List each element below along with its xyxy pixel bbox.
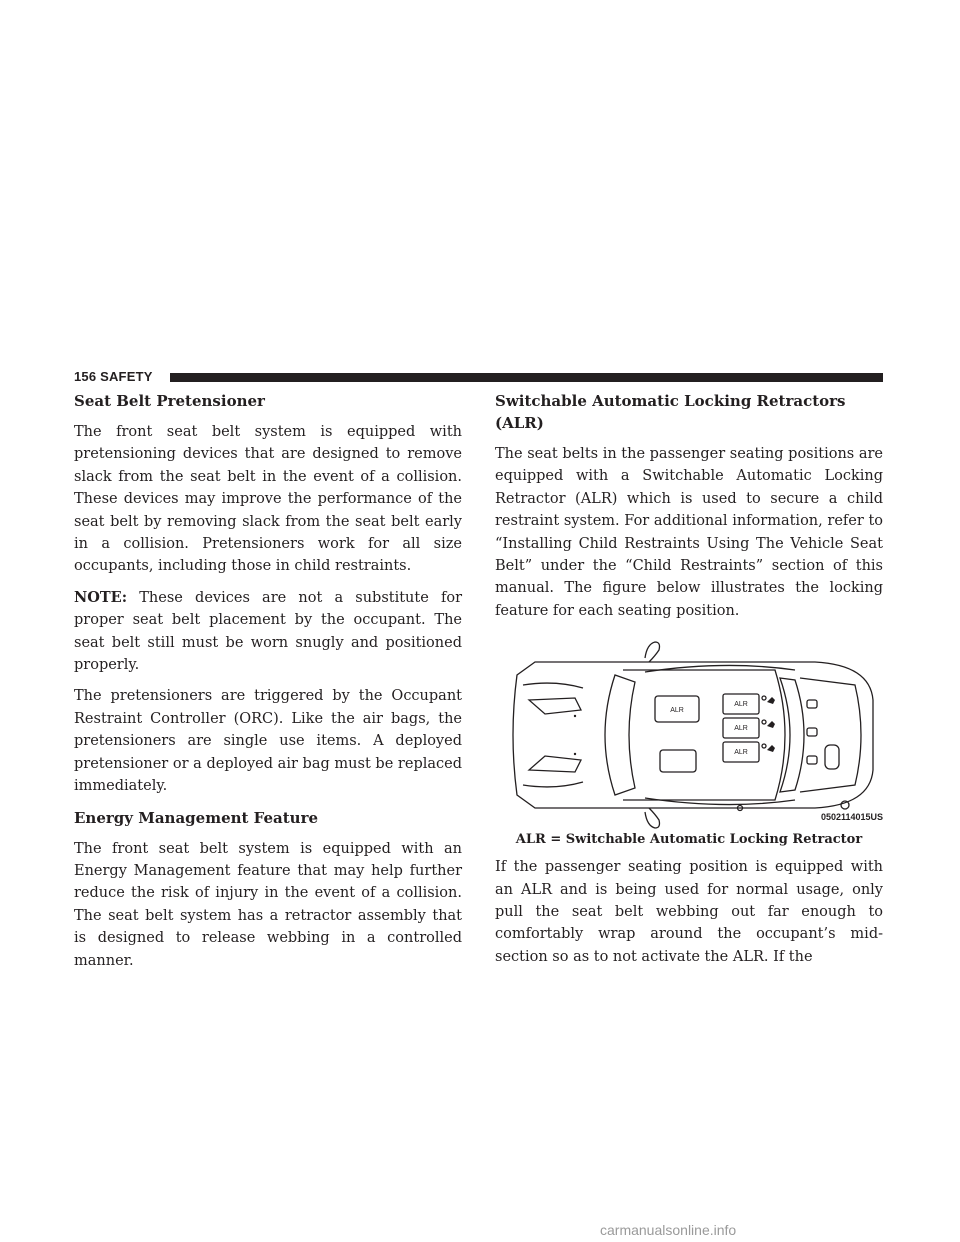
page-number-section: 156 SAFETY: [74, 369, 153, 384]
seat-label-rear-right: ALR: [734, 749, 748, 757]
vehicle-top-view-illustration: [495, 640, 883, 830]
seat-label-rear-left: ALR: [734, 701, 748, 709]
paragraph-alr-usage: If the passenger seating position is equipped with an ALR and is being used for normal usage, only pull the seat belt webbing out far enough to comfortably wrap around the occupant’s mid-section so as to not activate the ALR. If the: [495, 859, 883, 965]
heading-alr: Switchable Automatic Locking Retractors (ALR): [495, 392, 846, 432]
note-paragraph: [74, 587, 462, 677]
heading-energy-management: Energy Management Feature: [74, 808, 319, 827]
left-column: [74, 390, 462, 981]
paragraph-pretensioner-trigger: The pretensioners are triggered by the Occupant Restraint Controller (ORC). Like the air bags, the pretensioners are single use items. A deployed pretensioner or a deployed air bag must be replaced immediately.: [74, 688, 462, 795]
paragraph-alr-intro: The seat belts in the passenger seating positions are equipped with a Switchable Automatic Locking Retractor (ALR) which is used to secure a child restraint system. For additional information, refer to “Installing Child Restraints Using The Vehicle Seat Belt” under the “Child Restraints” section of this manual. The figure below illustrates the locking feature for each seating position.: [495, 446, 883, 619]
right-column: [495, 390, 883, 977]
figure-id: 0502114015US: [820, 811, 883, 822]
page-header: [74, 369, 883, 385]
paragraph-energy-management: The front seat belt system is equipped with an Energy Management feature that may help further reduce the risk of injury in the event of a collision. The seat belt system has a retractor assembly that is designed to release webbing in a controlled manner.: [74, 840, 462, 969]
heading-seat-belt-pretensioner: Seat Belt Pretensioner: [74, 392, 265, 410]
seat-label-front: ALR: [670, 707, 684, 715]
watermark: carmanualsonline.info: [600, 1222, 737, 1238]
vehicle-seating-figure: [495, 640, 883, 830]
note-text: These devices are not a substitute for proper seat belt placement by the occupant. The seat belt still must be worn snugly and positioned properly.: [74, 589, 462, 674]
figure-caption: ALR = Switchable Automatic Locking Retractor: [515, 832, 863, 848]
paragraph-pretensioner-intro: The front seat belt system is equipped with pretensioning devices that are designed to remove slack from the seat belt in the event of a collision. These devices may improve the performance of the seat belt by removing slack from the seat belt early in a collision. Pretensioners work for all size occupants, including those in child restraints.: [74, 424, 462, 575]
seat-label-rear-center: ALR: [734, 725, 748, 733]
header-rule: [170, 373, 883, 382]
note-label: NOTE:: [74, 588, 128, 606]
